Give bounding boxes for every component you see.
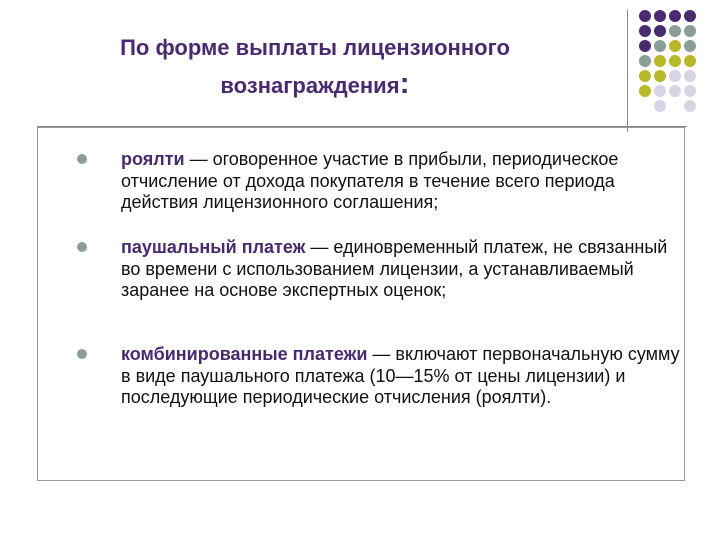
vertical-divider	[627, 10, 628, 132]
dot	[669, 25, 681, 37]
dot	[684, 25, 696, 37]
list-item-desc: — оговоренное участие в прибыли, периодическое отчисление от дохода покупателя в течение всего периода действия лицензионного соглашения;	[121, 149, 619, 212]
title-line-2-text: вознаграждения	[220, 73, 400, 98]
dot	[639, 55, 651, 67]
list-item-text	[121, 149, 681, 214]
dot	[684, 85, 696, 97]
dot	[639, 40, 651, 52]
dot	[654, 40, 666, 52]
list-item-desc: — единовременный платеж, не связанный во времени с использованием лицензии, а устанавливаемый заранее на основе экспертных оценок;	[121, 237, 668, 300]
list-item-text	[121, 237, 681, 302]
dot	[654, 25, 666, 37]
dot	[669, 10, 681, 22]
dot	[654, 70, 666, 82]
dot	[684, 70, 696, 82]
list-item-text	[121, 344, 681, 409]
dot	[639, 10, 651, 22]
dot	[654, 100, 666, 112]
dot	[639, 70, 651, 82]
content-box	[37, 127, 685, 481]
list-item-term: паушальный платеж	[121, 237, 306, 257]
title-colon: :	[399, 67, 410, 100]
dot	[669, 40, 681, 52]
list-item-desc: — включают первоначальную сумму в виде паушального платежа (10—15% от цены лицензии) и последующие периодические отчисления (роялти).	[121, 344, 680, 407]
dot	[684, 10, 696, 22]
dot	[639, 85, 651, 97]
dot	[639, 25, 651, 37]
slide-title	[20, 30, 610, 104]
bullet-icon	[77, 349, 87, 359]
bullet-icon	[77, 242, 87, 252]
dot	[654, 10, 666, 22]
dot	[684, 100, 696, 112]
dot	[669, 85, 681, 97]
dot	[654, 85, 666, 97]
dot	[654, 55, 666, 67]
title-line-1: По форме выплаты лицензионного	[120, 35, 510, 60]
dot	[669, 70, 681, 82]
dot	[669, 55, 681, 67]
list-item-term: комбинированные платежи	[121, 344, 368, 364]
list-item-term: роялти	[121, 149, 185, 169]
bullet-icon	[77, 154, 87, 164]
title-line-2	[20, 66, 610, 104]
dot	[684, 55, 696, 67]
dot	[684, 40, 696, 52]
